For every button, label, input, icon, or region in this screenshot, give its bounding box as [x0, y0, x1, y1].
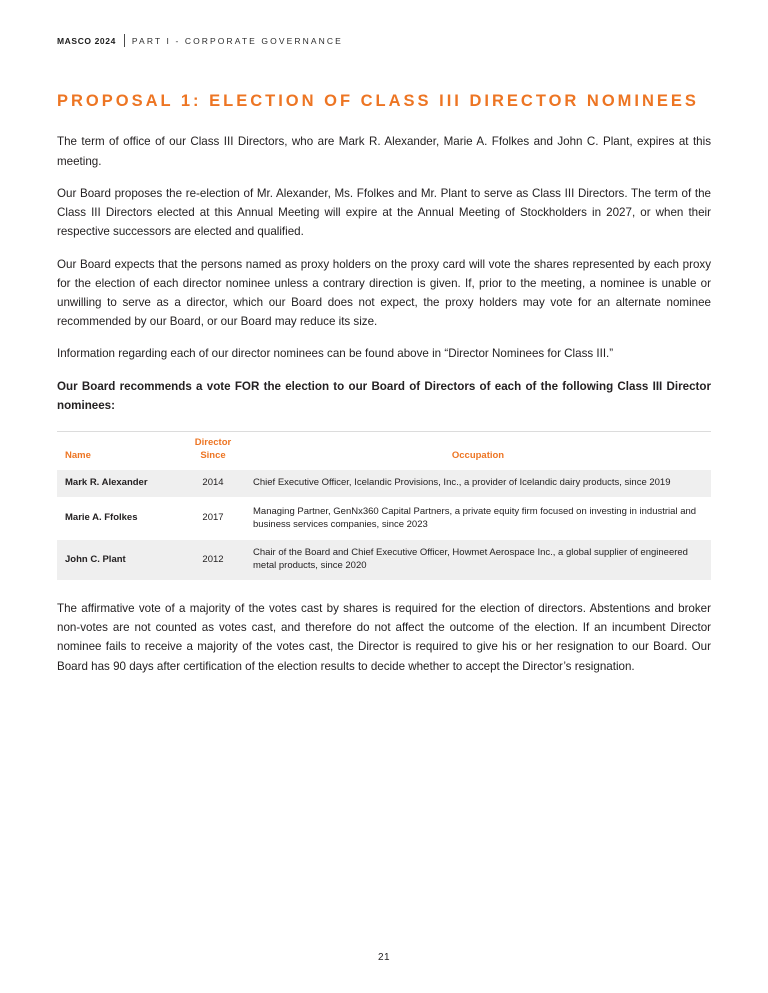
closing-paragraph: The affirmative vote of a majority of the votes cast by shares is required for the election of directors. Abstentions and broker non-votes are not counted as votes cast, and therefore do not affect the outcome of the election. If an incumbent Director nominee fails to receive a majority of the votes cast, the Director is required to give his or her resignation to our Board. Our Board has 90 days after certification of the election results to decide whether to accept the Director’s resignation.: [57, 601, 711, 673]
column-header-name: Name: [57, 432, 181, 469]
recommendation-text: Our Board recommends a vote FOR the election to our Board of Directors of each of the following Class III Director nominees:: [57, 379, 711, 412]
column-header-director-since: [181, 432, 245, 469]
column-header-director-since-top: Director: [194, 437, 232, 449]
header-brand: MASCO 2024: [57, 35, 116, 46]
paragraph-nominee-info: Information regarding each of our director nominees can be found above in “Director Nominees for Class III.”: [57, 347, 614, 361]
nominee-occupation: Chief Executive Officer, Icelandic Provisions, Inc., a provider of Icelandic dairy products, since 2019: [253, 476, 671, 488]
table-row: [57, 469, 711, 498]
table-row: [57, 539, 711, 580]
page-footer: [0, 952, 768, 963]
paragraph-proxy-holders: Our Board expects that the persons named as proxy holders on the proxy card will vote the shares represented by each proxy for the election of each director nominee unless a contrary direction is given. If, prior to the meeting, a nominee is unable or unwilling to serve as a director, which our Board does not expect, the proxy holders may vote for an alternate nominee recommended by our Board, or our Board may reduce its size.: [57, 257, 711, 329]
table-header-row: [57, 432, 711, 469]
nominees-table: [57, 431, 711, 580]
nominee-name: Marie A. Ffolkes: [65, 512, 138, 524]
paragraph-term-of-office: The term of office of our Class III Directors, who are Mark R. Alexander, Marie A. Ffolkes and John C. Plant, expires at this meeting.: [57, 135, 711, 168]
nominee-occupation: Managing Partner, GenNx360 Capital Partners, a private equity firm focused on investing in industrial and business services companies, since 2023: [253, 505, 697, 530]
header-divider: [124, 34, 125, 47]
nominee-director-since: 2014: [202, 476, 224, 488]
nominee-name: Mark R. Alexander: [65, 476, 148, 488]
nominee-director-since: 2017: [202, 512, 224, 524]
nominee-occupation: Chair of the Board and Chief Executive Officer, Howmet Aerospace Inc., a global supplier of engineered metal products, since 2020: [253, 547, 688, 572]
column-header-occupation: Occupation: [245, 432, 711, 469]
page-title: PROPOSAL 1: ELECTION OF CLASS III DIRECTOR NOMINEES: [57, 92, 699, 110]
paragraph-board-proposal: Our Board proposes the re-election of Mr. Alexander, Ms. Ffolkes and Mr. Plant to serve as Class III Directors. The term of the Class III Directors elected at this Annual Meeting will expire at the Annual Meeting of Stockholders in 2027, or when their respective successors are elected and qualified.: [57, 186, 711, 239]
page-number: 21: [377, 952, 391, 963]
nominee-name: John C. Plant: [65, 553, 126, 565]
table-row: [57, 498, 711, 540]
nominees-table-header: [57, 432, 711, 469]
body-copy: [57, 132, 711, 415]
column-header-director-since-bottom: Since: [200, 449, 226, 461]
running-header: [57, 0, 711, 47]
nominees-table-body: [57, 469, 711, 580]
nominee-director-since: 2012: [202, 553, 224, 565]
header-section-label: PART I - CORPORATE GOVERNANCE: [131, 35, 343, 46]
